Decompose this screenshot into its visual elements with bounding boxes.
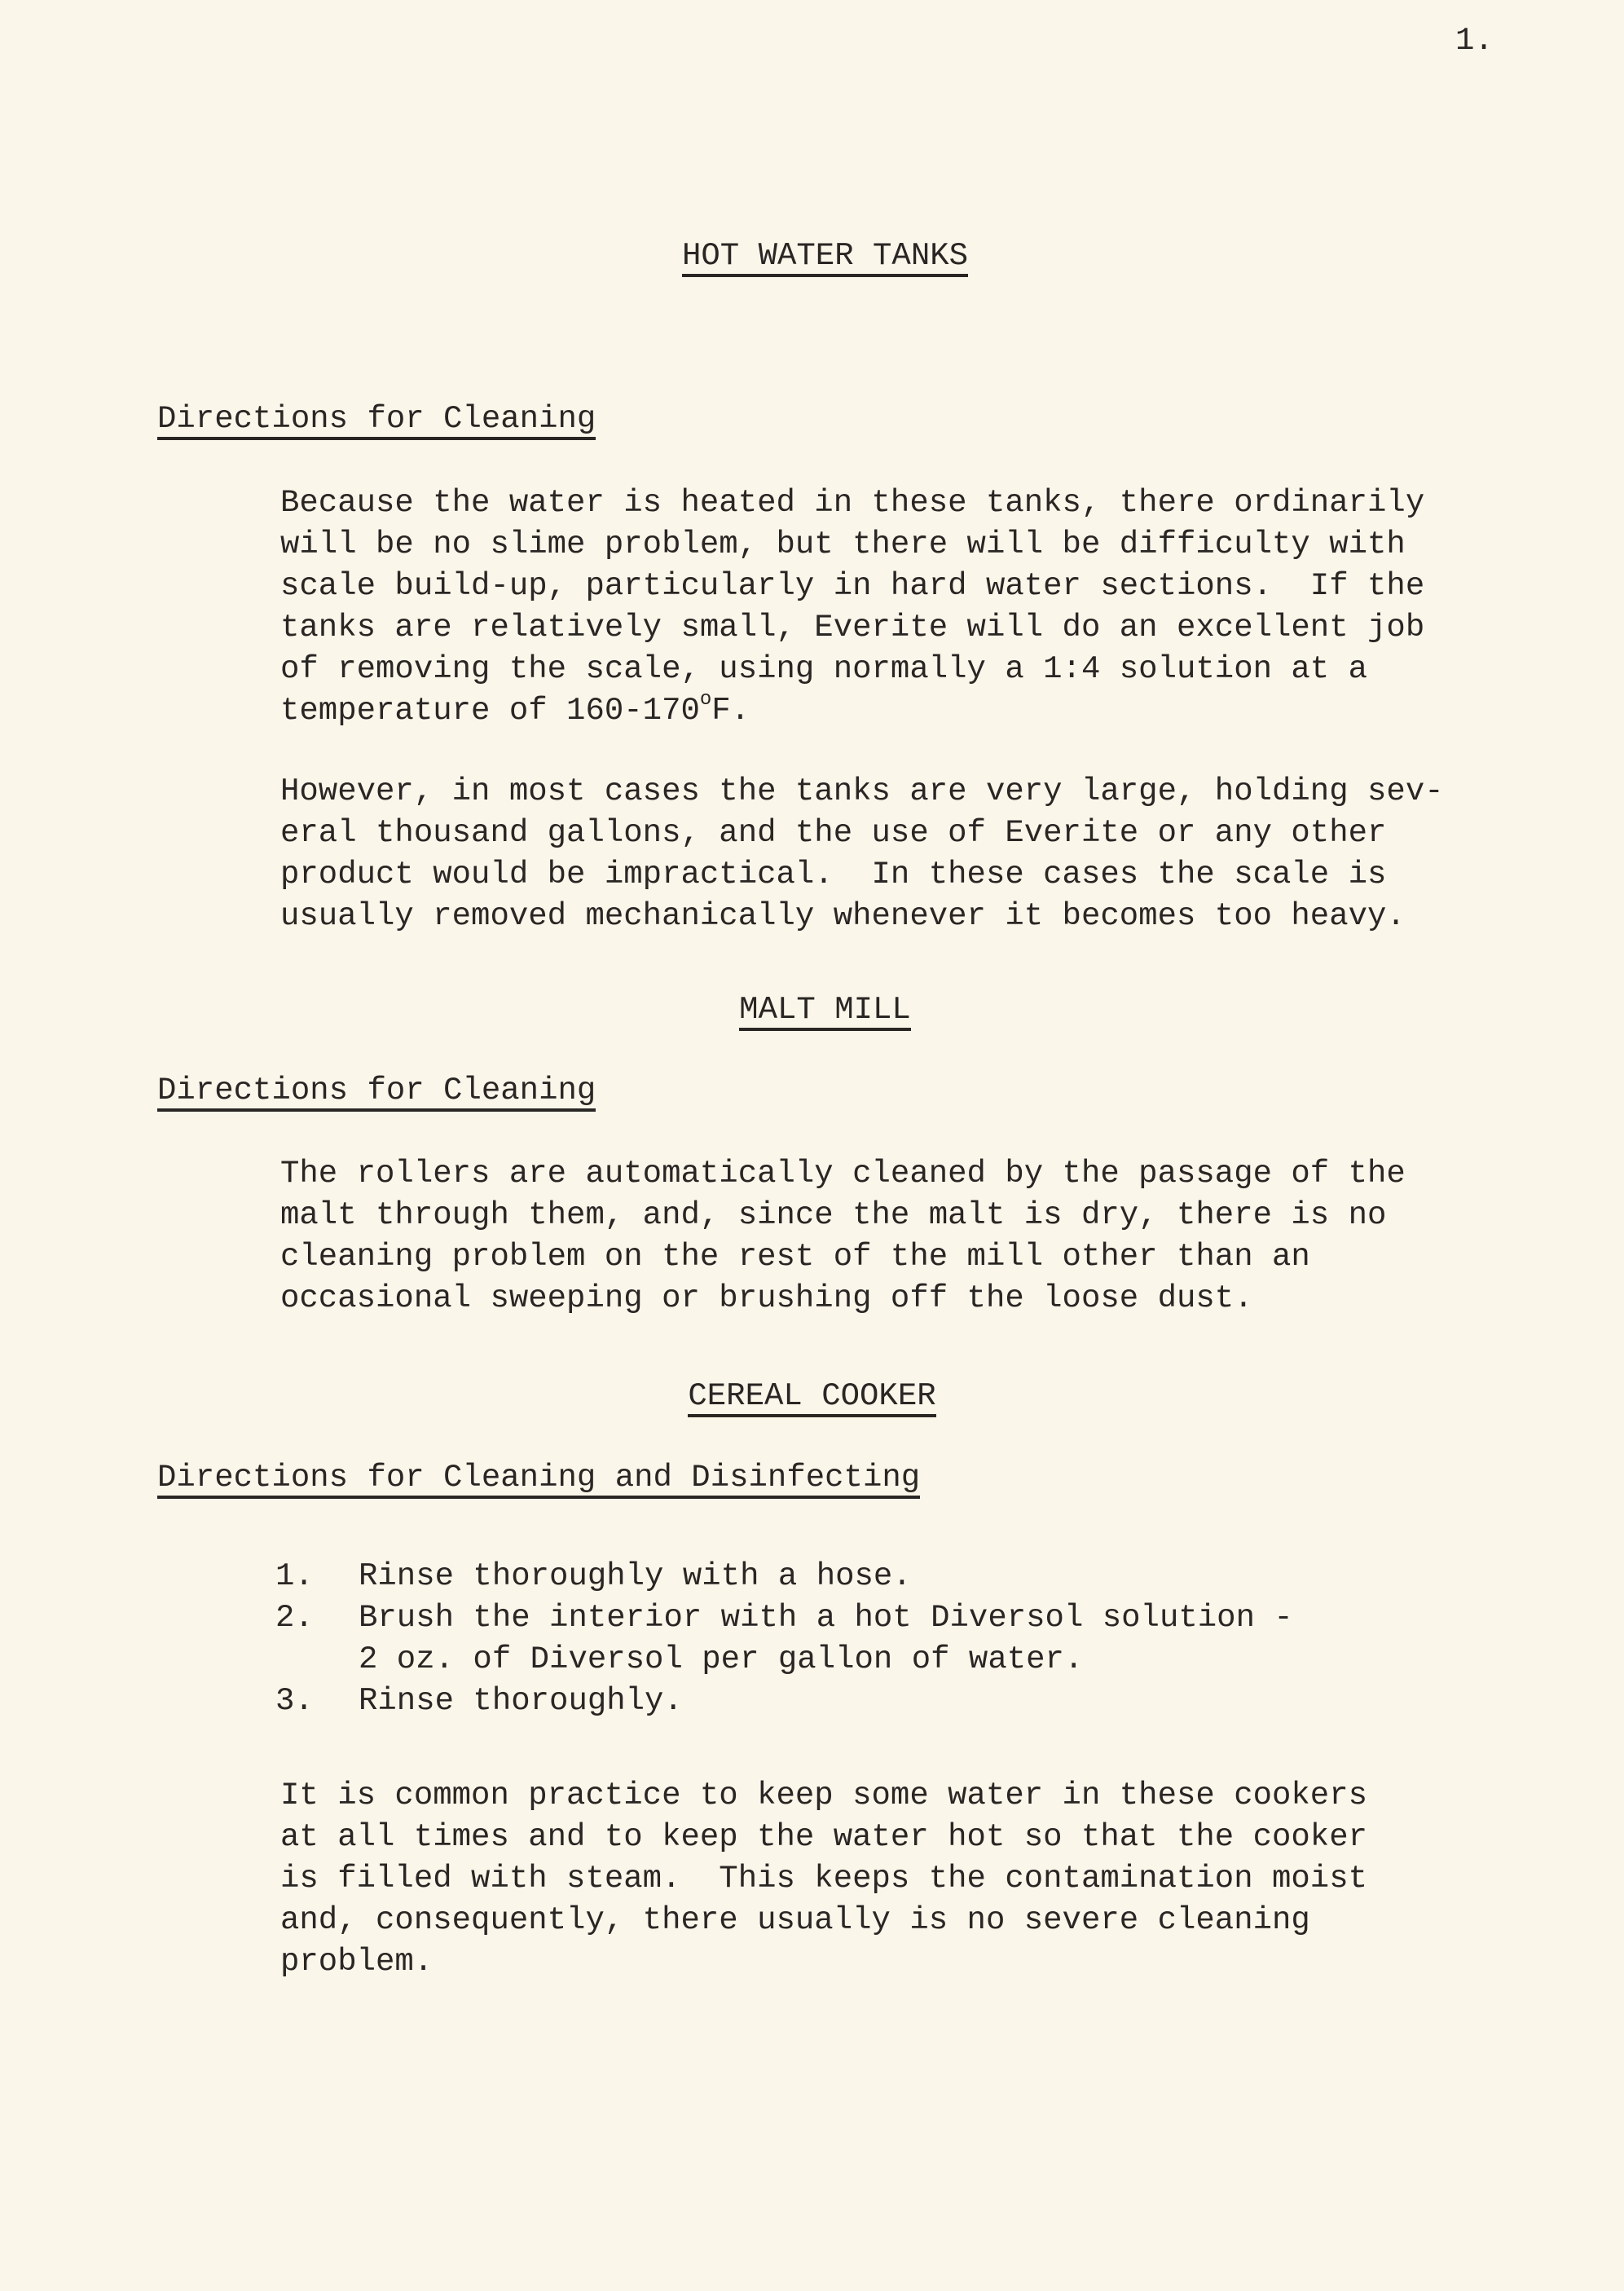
cleaning-steps-list	[275, 1556, 1293, 1722]
step-number: 1.	[275, 1558, 314, 1594]
paragraph-malt-mill: The rollers are automatically cleaned by the passage of the malt through them, and, since the malt is dry, there is no cleaning problem on the rest of the mill other than an occasional sweeping or brushing off the loose dust.	[280, 1156, 1406, 1316]
temperature-line: temperature of 160-170$^o$F.	[280, 689, 750, 729]
section-title-hot-water-tanks: HOT WATER TANKS	[13, 236, 1624, 277]
step-text: Rinse thoroughly.	[359, 1683, 683, 1719]
section-title-cereal-cooker: CEREAL COOKER	[0, 1377, 1624, 1417]
paragraph-cereal-cooker: It is common practice to keep some water in these cookers at all times and to keep the water hot so that the cooker is filled with steam. This keeps the contamination moist and, consequently, there usually is no severe cleaning problem.	[280, 1778, 1368, 1980]
paragraph-hot-water-large-tanks: However, in most cases the tanks are very large, holding sev- eral thousand gallons, and the use of Everite or any other product would be impractical. In these cases the scale is usually removed mechanically whenever it becomes too heavy.	[280, 773, 1444, 934]
paragraph-hot-water-scale: Because the water is heated in these tanks, there ordinarily will be no slime problem, but there will be difficulty with scale build-up, particularly in hard water sections. If the tanks are relatively small, Everite will do an excellent job of removing the scale, using normally a 1:4 solution at a temperature of 160-170$^o$F.	[280, 482, 1424, 732]
section-subtitle-cereal-cooker: Directions for Cleaning and Disinfecting	[157, 1458, 920, 1499]
page-number: 1.	[1455, 23, 1494, 59]
step-text: Brush the interior with a hot Diversol solution -	[359, 1600, 1293, 1636]
list-item	[275, 1556, 1293, 1597]
list-item	[275, 1597, 1293, 1681]
step-text: 2 oz. of Diversol per gallon of water.	[359, 1641, 1084, 1677]
step-number: 2.	[275, 1600, 314, 1636]
degree-symbol: o	[699, 689, 712, 711]
section-title-malt-mill: MALT MILL	[13, 990, 1624, 1031]
section-subtitle-hot-water-tanks: Directions for Cleaning	[157, 399, 596, 440]
list-item	[275, 1681, 1293, 1722]
section-subtitle-malt-mill: Directions for Cleaning	[157, 1071, 596, 1112]
step-text: Rinse thoroughly with a hose.	[359, 1558, 912, 1594]
step-number: 3.	[275, 1683, 314, 1719]
